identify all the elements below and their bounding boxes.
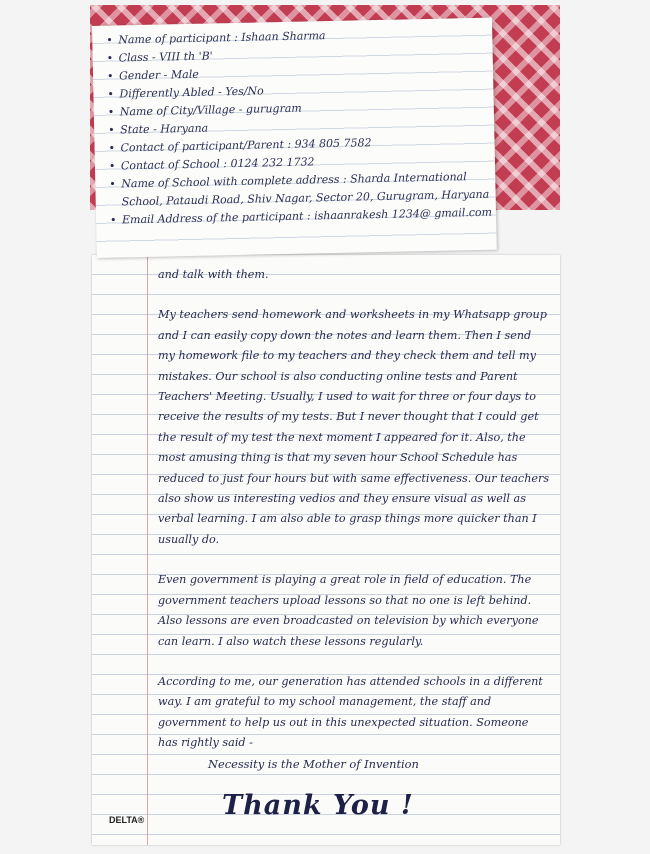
participant-class: • Class - VIII th 'B' (106, 42, 492, 68)
participant-differently-abled: • Differently Abled - Yes/No (107, 78, 493, 104)
essay-body (158, 265, 550, 774)
participant-details-slip (92, 18, 497, 258)
page-margin-line (147, 255, 148, 845)
paragraph-government: Even government is playing a great role in field of education. The government teachers upload lessons so that no one is left behind. Also lessons are even broadcasted on television by which everyone can learn. I also watch these lessons regularly. (158, 573, 539, 648)
paragraph-conclusion: According to me, our generation has attended schools in a different way. I am grateful to my school management, the staff and government to help us out in this unexpected situation. Someone has rightly said - (158, 674, 543, 750)
participant-state: • State - Haryana (108, 114, 494, 140)
participant-gender: • Gender - Male (107, 60, 493, 86)
paragraph-intro: and talk with them. (158, 268, 269, 281)
participant-email: • Email Address of the participant : ishaanrakesh 1234@ gmail.com (110, 204, 496, 230)
notebook-brand-logo: DELTA® (109, 815, 145, 825)
participant-contact: • Contact of participant/Parent : 934 805 7582 (108, 132, 494, 158)
notebook-page (92, 255, 560, 845)
participant-name: • Name of participant : Ishaan Sharma (106, 24, 492, 50)
participant-details-list (92, 18, 496, 230)
proverb-quote: Necessity is the Mother of Invention (208, 756, 419, 771)
school-address: • Name of School with complete address : Sharda International School, Pataudi Road, Shiv Nagar, Sector 20, Gurugram, Haryana (109, 168, 492, 212)
school-contact: • Contact of School : 0124 232 1732 (109, 150, 495, 176)
paragraph-homework: My teachers send homework and worksheets in my Whatsapp group and I can easily copy down the notes and learn them. Then I send my homework file to my teachers and they check them and tell my mistakes. Our school is also conducting online tests and Parent Teachers' Meeting. Usually, I used to wait for three or four days to receive the results of my tests. But I never thought that I could get the result of my test the next moment I appeared for it. Also, the most amusing thing is that my seven hour School Schedule has reduced to just four hours but with same effectiveness. Our teachers also show us interesting vedios and they ensure visual as well as verbal learning. I am also able to grasp things more quicker than I usually do. (158, 308, 550, 546)
participant-city: • Name of City/Village - gurugram (108, 96, 494, 122)
thank-you-signature: Thank You ! (222, 790, 414, 821)
